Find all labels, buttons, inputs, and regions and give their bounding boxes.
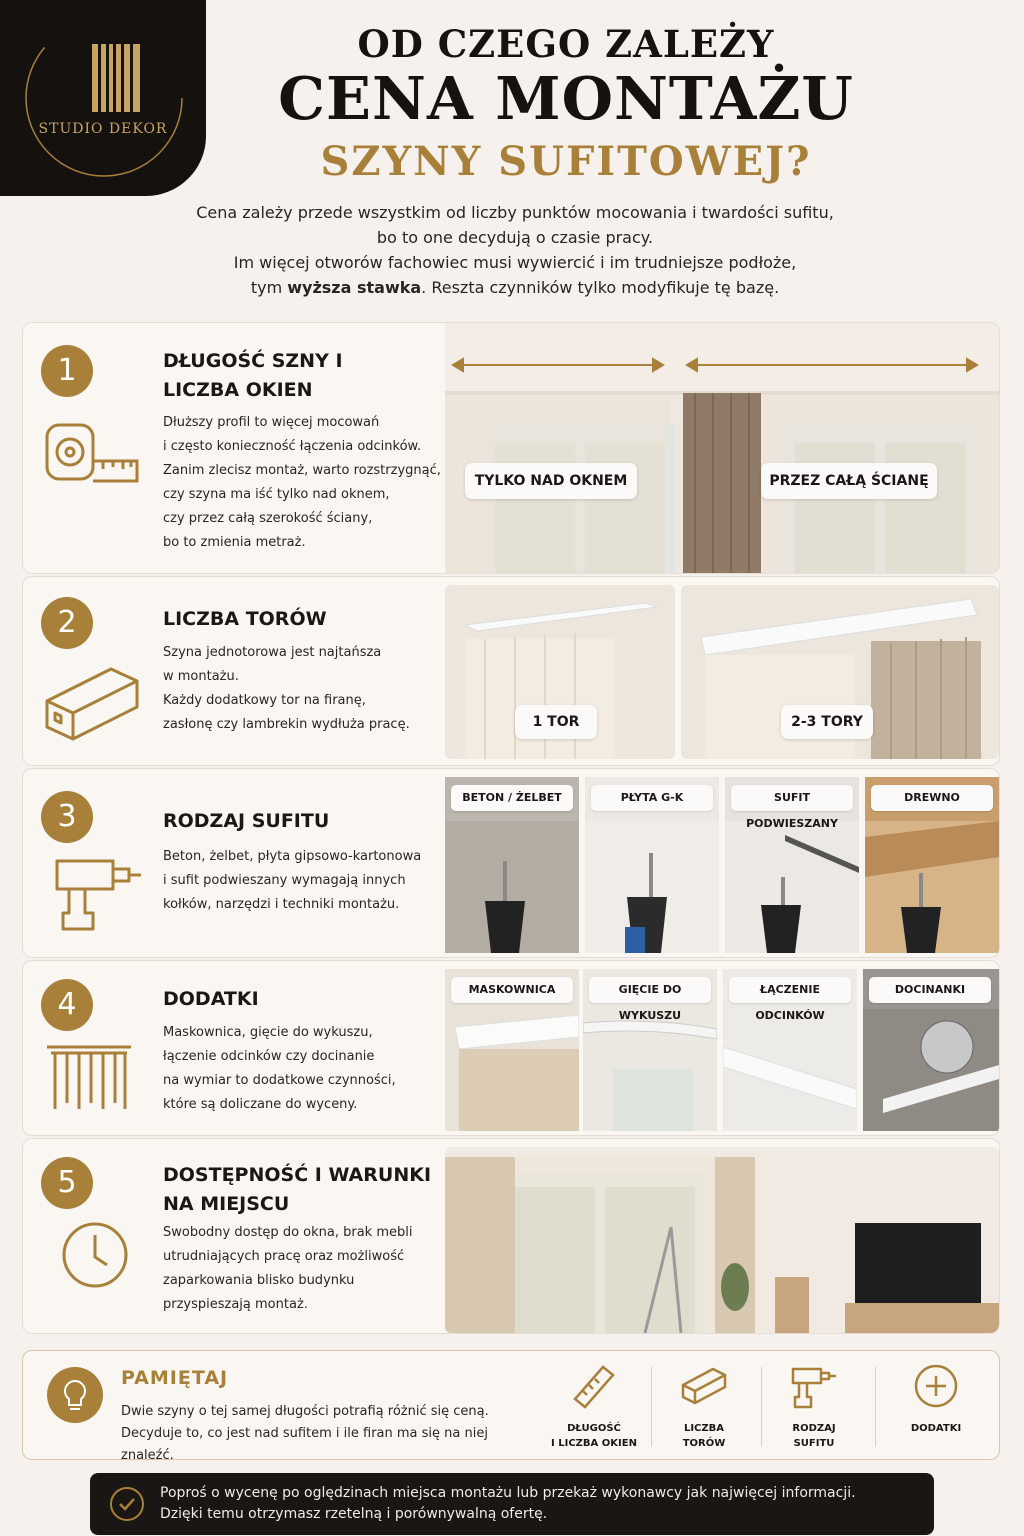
- section-card-4: [22, 960, 1000, 1136]
- label-multi-track: 2-3 TORY: [781, 705, 873, 739]
- label-whole-wall: PRZEZ CAŁĄ ŚCIANĘ: [761, 463, 937, 499]
- section-title-line: LICZBA OKIEN: [163, 379, 313, 401]
- photo-wood: [865, 777, 999, 953]
- divider: [875, 1367, 876, 1447]
- desc-line: czy szyna ma iść tylko nad oknem,: [163, 487, 390, 502]
- label-drywall: PŁYTA G-K: [591, 785, 713, 811]
- remember-line: Dwie szyny o tej samej długości potrafią różnić się ceną.: [121, 1404, 489, 1419]
- label-suspended: SUFIT PODWIESZANY: [731, 785, 853, 811]
- brand-logo: [0, 0, 206, 196]
- desc-line: w montażu.: [163, 669, 239, 684]
- summary-label: I LICZBA OKIEN: [551, 1438, 637, 1449]
- headline-line2: CENA MONTAŻU: [278, 64, 854, 133]
- remember-title: PAMIĘTAJ: [121, 1367, 229, 1389]
- desc-line: Maskownica, gięcie do wykuszu,: [163, 1025, 373, 1040]
- summary-label: TORÓW: [682, 1438, 726, 1449]
- intro-text-part: . Reszta czynników tylko modyfikuje tę bazę.: [421, 278, 780, 297]
- footer-banner: [90, 1473, 934, 1535]
- ruler-icon: [569, 1361, 619, 1411]
- label-one-track: 1 TOR: [515, 705, 597, 739]
- section-card-3: [22, 768, 1000, 958]
- photo-cutting: [863, 969, 999, 1131]
- intro-line: Im więcej otworów fachowiec musi wywiercić i im trudniejsze podłoże,: [233, 253, 797, 272]
- photo-multi-track: [681, 585, 999, 759]
- section-number: 3: [41, 791, 93, 843]
- summary-label: DŁUGOŚĆ: [567, 1423, 621, 1434]
- summary-tracks: [649, 1361, 759, 1451]
- section-number: 2: [41, 597, 93, 649]
- measuring-tape-icon: [41, 419, 141, 489]
- section-card-1: [22, 322, 1000, 574]
- section-number: 1: [41, 345, 93, 397]
- clock-icon: [61, 1221, 129, 1289]
- intro-text-part: tym: [250, 278, 288, 297]
- desc-line: Każdy dodatkowy tor na firanę,: [163, 693, 366, 708]
- desc-line: łączenie odcinków czy docinanie: [163, 1049, 375, 1064]
- desc-line: Beton, żelbet, płyta gipsowo-kartonowa: [163, 849, 422, 864]
- brand-name: STUDIO DEKOR: [38, 121, 168, 137]
- remember-box: [22, 1350, 1000, 1463]
- desc-line: i sufit podwieszany wymagają innych: [163, 873, 406, 888]
- logo-mark-icon: [0, 0, 206, 196]
- label-over-window: TYLKO NAD OKNEM: [465, 463, 637, 499]
- summary-ceiling: [759, 1361, 869, 1451]
- summary-label: DODATKI: [910, 1423, 962, 1434]
- plus-icon: [911, 1361, 961, 1411]
- section-title: LICZBA TORÓW: [163, 608, 327, 630]
- desc-line: i często konieczność łączenia odcinków.: [163, 439, 422, 454]
- section-title-line: DŁUGOŚĆ SZNY I: [163, 350, 343, 372]
- desc-line: utrudniających pracę oraz możliwość: [163, 1249, 405, 1264]
- photo-living-room: [445, 1147, 999, 1333]
- photo-joining: [723, 969, 857, 1131]
- section-description: [163, 845, 453, 917]
- summary-label: RODZAJ: [792, 1423, 836, 1434]
- photo-drywall: [585, 777, 719, 953]
- photo-suspended: [725, 777, 859, 953]
- section-description: [163, 411, 453, 555]
- section-title: [163, 1161, 453, 1219]
- intro-highlight: wyższa stawka: [287, 278, 422, 297]
- curtain-rod-icon: [45, 1043, 133, 1113]
- section-description: [163, 1221, 453, 1317]
- label-concrete: BETON / ŻELBET: [451, 785, 573, 811]
- label-cutting: DOCINANKI: [869, 977, 991, 1003]
- section-title-line: DOSTĘPNOŚĆ I WARUNKI: [163, 1164, 432, 1186]
- footer-line: Poproś o wycenę po oględzinach miejsca montażu lub przekaż wykonawcy jak najwięcej informacji.: [160, 1485, 856, 1501]
- desc-line: bo to zmienia metraż.: [163, 535, 306, 550]
- rail-profile-icon: [41, 661, 141, 741]
- desc-line: zasłonę czy lambrekin wydłuża pracę.: [163, 717, 410, 732]
- footer-text: [160, 1483, 920, 1525]
- label-valance: MASKOWNICA: [451, 977, 573, 1003]
- desc-line: Zanim zlecisz montaż, warto rozstrzygnąć,: [163, 463, 441, 478]
- summary-extras: [881, 1361, 991, 1436]
- section-title-line: NA MIEJSCU: [163, 1193, 290, 1215]
- desc-line: Szyna jednotorowa jest najtańsza: [163, 645, 382, 660]
- lightbulb-icon: [47, 1367, 103, 1423]
- label-wood: DREWNO: [871, 785, 993, 811]
- desc-line: zaparkowania blisko budynku: [163, 1273, 355, 1288]
- section-description: [163, 1021, 453, 1117]
- summary-label: SUFITU: [793, 1438, 835, 1449]
- photo-concrete: [445, 777, 579, 953]
- section-title: RODZAJ SUFITU: [163, 810, 330, 832]
- desc-line: czy przez całą szerokość ściany,: [163, 511, 373, 526]
- check-icon: [110, 1487, 144, 1521]
- headline-line3: SZYNY SUFITOWEJ?: [320, 138, 812, 185]
- summary-label: LICZBA: [683, 1423, 725, 1434]
- section-description: [163, 641, 453, 737]
- remember-description: [121, 1401, 541, 1467]
- drill-icon: [51, 853, 143, 933]
- section-number: 5: [41, 1157, 93, 1209]
- photo-bay-bend: [583, 969, 717, 1131]
- intro-line: bo to one decydują o czasie pracy.: [376, 228, 654, 247]
- intro-text: [170, 200, 860, 300]
- footer-line: Dzięki temu otrzymasz rzetelną i porównywalną ofertę.: [160, 1506, 548, 1522]
- desc-line: Dłuższy profil to więcej mocowań: [163, 415, 380, 430]
- photo-valance: [445, 969, 579, 1131]
- desc-line: na wymiar to dodatkowe czynności,: [163, 1073, 396, 1088]
- intro-line: [170, 275, 860, 300]
- desc-line: Swobodny dostęp do okna, brak mebli: [163, 1225, 413, 1240]
- desc-line: przyspieszają montaż.: [163, 1297, 308, 1312]
- section-title: DODATKI: [163, 988, 259, 1010]
- label-bay-bend: GIĘCIE DO WYKUSZU: [589, 977, 711, 1003]
- section-number: 4: [41, 979, 93, 1031]
- label-joining: ŁĄCZENIE ODCINKÓW: [729, 977, 851, 1003]
- remember-line: Decyduje to, co jest nad sufitem i ile firan ma się na niej znaleźć.: [121, 1426, 488, 1463]
- desc-line: kołków, narzędzi i techniki montażu.: [163, 897, 400, 912]
- headline-line1: OD CZEGO ZALEŻY: [357, 22, 775, 66]
- intro-line: Cena zależy przede wszystkim od liczby punktów mocowania i twardości sufitu,: [196, 203, 834, 222]
- section-title: [163, 347, 453, 405]
- summary-length: [539, 1361, 649, 1451]
- extras-grid: [445, 969, 999, 1131]
- photo-window-curtains: [445, 323, 1000, 573]
- section-card-5: [22, 1138, 1000, 1334]
- section-card-2: [22, 576, 1000, 766]
- desc-line: które są doliczane do wyceny.: [163, 1097, 358, 1112]
- drill-icon: [789, 1361, 839, 1411]
- ceiling-types-grid: [445, 777, 999, 953]
- photo-one-track: [445, 585, 675, 759]
- rail-icon: [679, 1361, 729, 1411]
